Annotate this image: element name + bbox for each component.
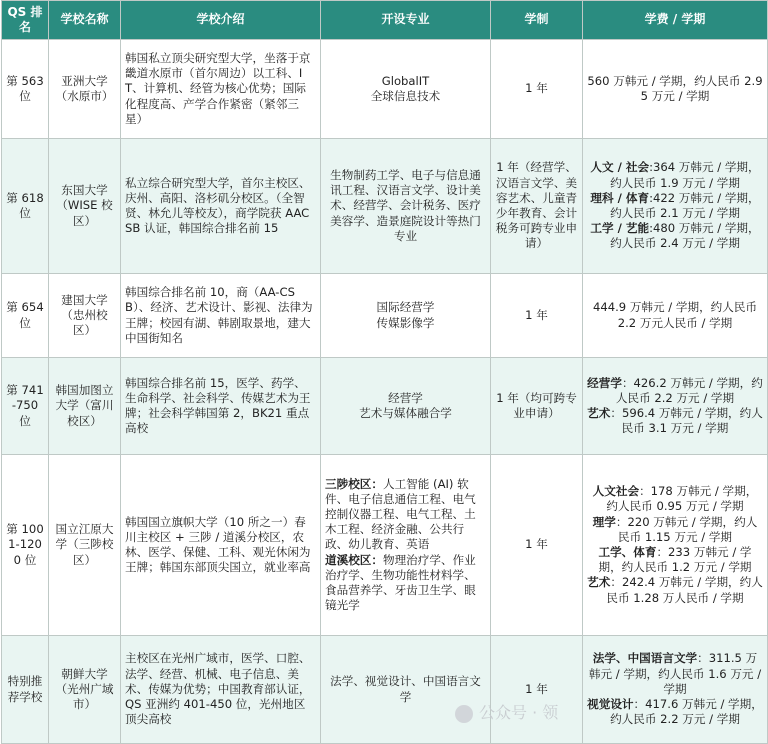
school-name-cell: 东国大学（WISE 校区） xyxy=(49,139,121,274)
header-duration: 学制 xyxy=(491,1,583,40)
fee-value: ：178 万韩元 / 学期，约人民币 0.95 万元 / 学期 xyxy=(606,484,758,514)
rank-cell: 第 1001-1200 位 xyxy=(2,455,49,636)
fee-cell xyxy=(583,40,768,139)
watermark xyxy=(455,700,558,723)
fee-category: 艺术 xyxy=(587,575,611,590)
majors-cell xyxy=(321,358,491,455)
university-table xyxy=(1,0,768,744)
duration-cell: 1 年（经营学、汉语言文学、美容艺术、儿童青少年教育、会计税务可跨专业申请） xyxy=(491,139,583,274)
major-item: 艺术与媒体融合学 xyxy=(359,406,452,420)
fee-value: ：242.4 万韩元 / 学期，约人民币 1.28 万人民币 / 学期 xyxy=(606,575,763,605)
fee-value: ：596.4 万韩元 / 学期，约人民币 3.1 万元 / 学期 xyxy=(610,406,763,436)
rank-cell: 第 741-750 位 xyxy=(2,358,49,455)
intro-cell: 主校区在光州广域市，医学、口腔、法学、经营、机械、电子信息、美术、传媒为优势；中国教育部认证，QS 亚洲约 401-450 位，光州地区顶尖高校 xyxy=(121,636,321,744)
campus-label: 三陟校区： xyxy=(325,476,383,491)
duration-cell: 1 年 xyxy=(491,40,583,139)
fee-cell xyxy=(583,358,768,455)
rank-cell: 第 654 位 xyxy=(2,274,49,358)
majors-cell xyxy=(321,636,491,744)
fee-cell xyxy=(583,636,768,744)
fee-value: ：417.6 万韩元 / 学期，约人民币 2.2 万元 / 学期 xyxy=(610,697,763,727)
header-row xyxy=(2,1,768,40)
watermark-text: 公众号 · 领 xyxy=(479,703,559,722)
header-rank: QS 排名 xyxy=(2,1,49,40)
fee-category: 人文 / 社会 xyxy=(590,160,650,175)
majors-cell xyxy=(321,139,491,274)
fee-category: 人文社会 xyxy=(592,484,640,499)
fee-value: :422 万韩元 / 学期，约人民币 2.1 万元 / 学期 xyxy=(610,190,760,220)
fee-value: ：426.2 万韩元 / 学期，约人民币 2.2 万元 / 学期 xyxy=(615,375,763,405)
school-name-cell: 朝鲜大学（光州广域市） xyxy=(49,636,121,744)
fee-category: 视觉设计 xyxy=(587,697,634,712)
fee-cell xyxy=(583,139,768,274)
fee-value: :364 万韩元 / 学期，约人民币 1.9 万元 / 学期 xyxy=(610,160,760,190)
school-name-cell: 亚洲大学（水原市） xyxy=(49,40,121,139)
fee-category: 艺术 xyxy=(587,406,611,420)
table-row xyxy=(2,358,768,455)
campus-majors: 人工智能 (AI) 软件、电子信息通信工程、电气控制仪器工程、电气工程、土木工程、经济金融、公共行政、幼儿教育、英语 xyxy=(325,476,476,552)
fee-value: ：311.5 万韩元 / 学期，约人民币 1.6 万元 / 学期 xyxy=(588,651,762,696)
fee-category: 理科 / 体育 xyxy=(590,190,650,205)
table-row xyxy=(2,274,768,358)
wechat-logo-icon xyxy=(455,705,473,723)
duration-cell: 1 年 xyxy=(491,274,583,358)
fee-category: 经营学 xyxy=(587,375,622,390)
majors-cell xyxy=(321,274,491,358)
fee-value: ：220 万韩元 / 学期，约人民币 1.15 万元 / 学期 xyxy=(615,514,758,544)
school-name-cell: 国立江原大学（三陟校区） xyxy=(49,455,121,636)
intro-cell: 韩国综合排名前 15，医学、药学、生命科学、社会科学、传媒艺术为王牌；社会科学韩国第 2，BK21 重点高校 xyxy=(121,358,321,455)
header-fee: 学费 / 学期 xyxy=(583,1,768,40)
duration-cell: 1 年（均可跨专业申请） xyxy=(491,358,583,455)
fee-cell xyxy=(583,274,768,358)
major-item: 经营学 xyxy=(388,390,423,405)
fee-category: 理学 xyxy=(592,514,616,529)
majors-cell xyxy=(321,40,491,139)
major-item: GlobalIT xyxy=(381,73,430,88)
rank-cell: 特别推荐学校 xyxy=(2,636,49,744)
duration-cell: 1 年 xyxy=(491,636,583,744)
school-name-cell: 建国大学（忠州校区） xyxy=(49,274,121,358)
fee-category: 工学 / 艺能 xyxy=(590,221,650,236)
intro-cell: 韩国综合排名前 10，商（AA-CSB）、经济、艺术设计、影视、法律为王牌；校园有湖、韩剧取景地，建大中国街知名 xyxy=(121,274,321,358)
fee-value: 444.9 万韩元 / 学期，约人民币 2.2 万元人民币 / 学期 xyxy=(592,300,758,330)
majors-cell xyxy=(321,455,491,636)
header-majors: 开设专业 xyxy=(321,1,491,40)
table-row xyxy=(2,455,768,636)
header-intro: 学校介绍 xyxy=(121,1,321,40)
fee-category: 工学、体育 xyxy=(598,545,657,559)
header-name: 学校名称 xyxy=(49,1,121,40)
fee-cell xyxy=(583,455,768,636)
major-item: 全球信息技术 xyxy=(370,89,441,103)
table-row xyxy=(2,40,768,139)
duration-cell: 1 年 xyxy=(491,455,583,636)
rank-cell: 第 563 位 xyxy=(2,40,49,139)
fee-value: 560 万韩元 / 学期，约人民币 2.95 万元 / 学期 xyxy=(587,73,763,103)
major-item: 生物制药工学、电子与信息通讯工程、汉语言文学、设计美术、经营学、会计税务、医疗美容学、造景庭院设计等热门专业 xyxy=(330,167,481,243)
intro-cell: 韩国国立旗帜大学（10 所之一）春川主校区 + 三陟 / 道溪分校区，农林、医学、保健、工科、观光休闲为王牌；韩国东部顶尖国立，就业率高 xyxy=(121,455,321,636)
major-item: 传媒影像学 xyxy=(376,315,435,330)
school-name-cell: 韩国加图立大学（富川校区） xyxy=(49,358,121,455)
campus-label: 道溪校区： xyxy=(325,552,383,567)
fee-category: 法学、中国语言文学 xyxy=(592,651,698,666)
fee-value: ：233 万韩元 / 学期，约人民币 1.2 万元 / 学期 xyxy=(598,545,752,575)
fee-value: :480 万韩元 / 学期，约人民币 2.4 万元 / 学期 xyxy=(610,221,760,251)
table-row xyxy=(2,636,768,744)
rank-cell: 第 618 位 xyxy=(2,139,49,274)
table-row xyxy=(2,139,768,274)
major-item: 法学、视觉设计、中国语言文学 xyxy=(330,674,481,704)
campus-majors: 物理治疗学、作业治疗学、生物功能性材料学、食品营养学、牙齿卫生学、眼镜光学 xyxy=(325,552,476,613)
major-item: 国际经营学 xyxy=(376,300,435,315)
intro-cell: 私立综合研究型大学，首尔主校区、庆州、高阳、洛杉矶分校区。（全智贤、林允儿等校友），商学院获 AACSB 认证，韩国综合排名前 15 xyxy=(121,139,321,274)
intro-cell: 韩国私立顶尖研究型大学，坐落于京畿道水原市（首尔周边）以工科、IT、计算机、经管为核心优势；国际化程度高、产学合作紧密（紧邻三星） xyxy=(121,40,321,139)
